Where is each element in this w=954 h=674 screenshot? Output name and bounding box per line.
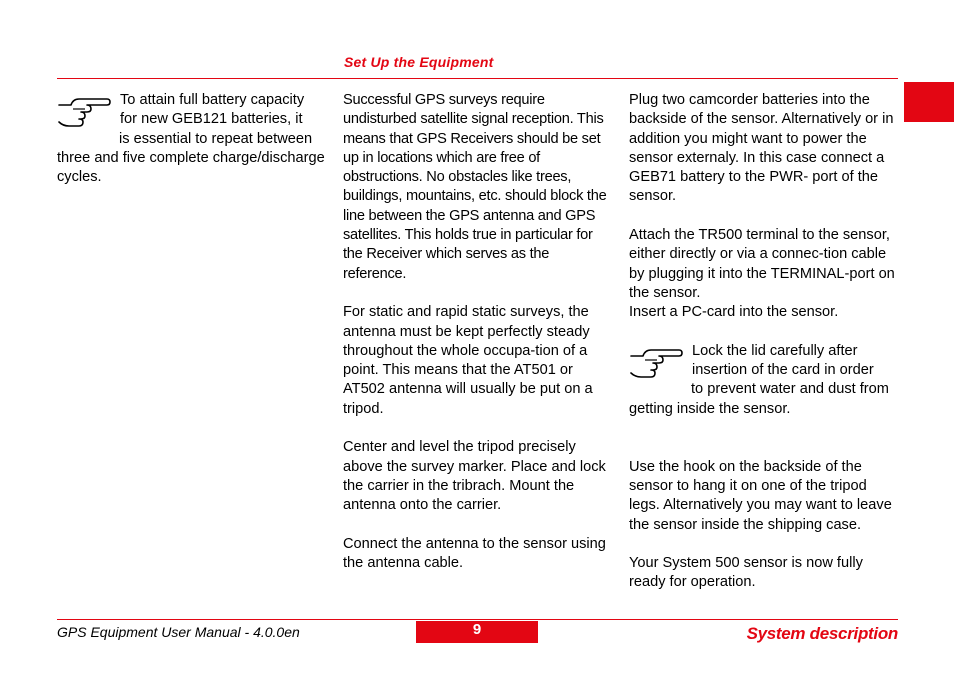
- paragraph-tripod: Center and level the tripod precisely above the survey marker. Place and lock the carrier in the tribrach. Mount the antenna onto the carrier.: [343, 439, 606, 514]
- column-right: [629, 91, 899, 593]
- paragraph-pc-card: Insert a PC-card into the sensor.: [629, 304, 839, 321]
- paragraph-antenna-cable: Connect the antenna to the sensor using the antenna cable.: [343, 535, 606, 572]
- paragraph-ready: Your System 500 sensor is now fully ready for operation.: [629, 555, 863, 591]
- note-line-2: for new GEB121 batteries, it: [120, 111, 303, 128]
- pointing-hand-icon: [57, 95, 111, 129]
- note-text: to prevent water and dust from getting inside the sensor.: [629, 381, 889, 417]
- note-line-1: To attain full battery capacity: [120, 92, 305, 108]
- paragraph-signal-reception: Successful GPS surveys require undisturbed satellite signal reception. This means that GPS Receivers should be set up in locations which are free of obstructions. No obstacles like trees, buildings, mountains, etc. should block the line between the GPS antenna and GPS satellites. This holds true in particular for the Receiver which serves as the reference.: [343, 92, 607, 282]
- header-rule: [57, 78, 898, 79]
- section-tab-marker: [904, 82, 954, 122]
- footer-rule: [57, 619, 898, 620]
- column-middle: [343, 91, 611, 573]
- chapter-title: System description: [746, 624, 898, 643]
- manual-title: GPS Equipment User Manual - 4.0.0en: [57, 624, 300, 640]
- note-line-2: insertion of the card in order: [692, 362, 874, 379]
- paragraph-terminal: Attach the TR500 terminal to the sensor, either directly or via a connec-tion cable by plugging it into the TERMINAL-port on the sensor.: [629, 227, 895, 301]
- note-line-1: Lock the lid carefully after: [692, 342, 858, 359]
- column-left: [57, 91, 325, 187]
- page-number: 9: [416, 621, 538, 643]
- section-title: Set Up the Equipment: [344, 54, 494, 70]
- paragraph-batteries: Plug two camcorder batteries into the backside of the sensor. Alternatively or in addition you might want to power the sensor externaly. In this case connect a GEB71 battery to the PWR- port of the sensor.: [629, 92, 894, 205]
- pointing-hand-icon: [629, 346, 683, 380]
- note-text: is essential to repeat between three and five complete charge/discharge cycles.: [57, 130, 325, 186]
- paragraph-static-surveys: For static and rapid static surveys, the antenna must be kept perfectly steady throughout the whole occupa-tion of a point. This means that the AT501 or AT502 antenna will usually be put on a tripod.: [343, 304, 593, 417]
- paragraph-hook: Use the hook on the backside of the sensor to hang it on one of the tripod legs. Alternatively you may want to leave the sensor inside the shipping case.: [629, 458, 892, 533]
